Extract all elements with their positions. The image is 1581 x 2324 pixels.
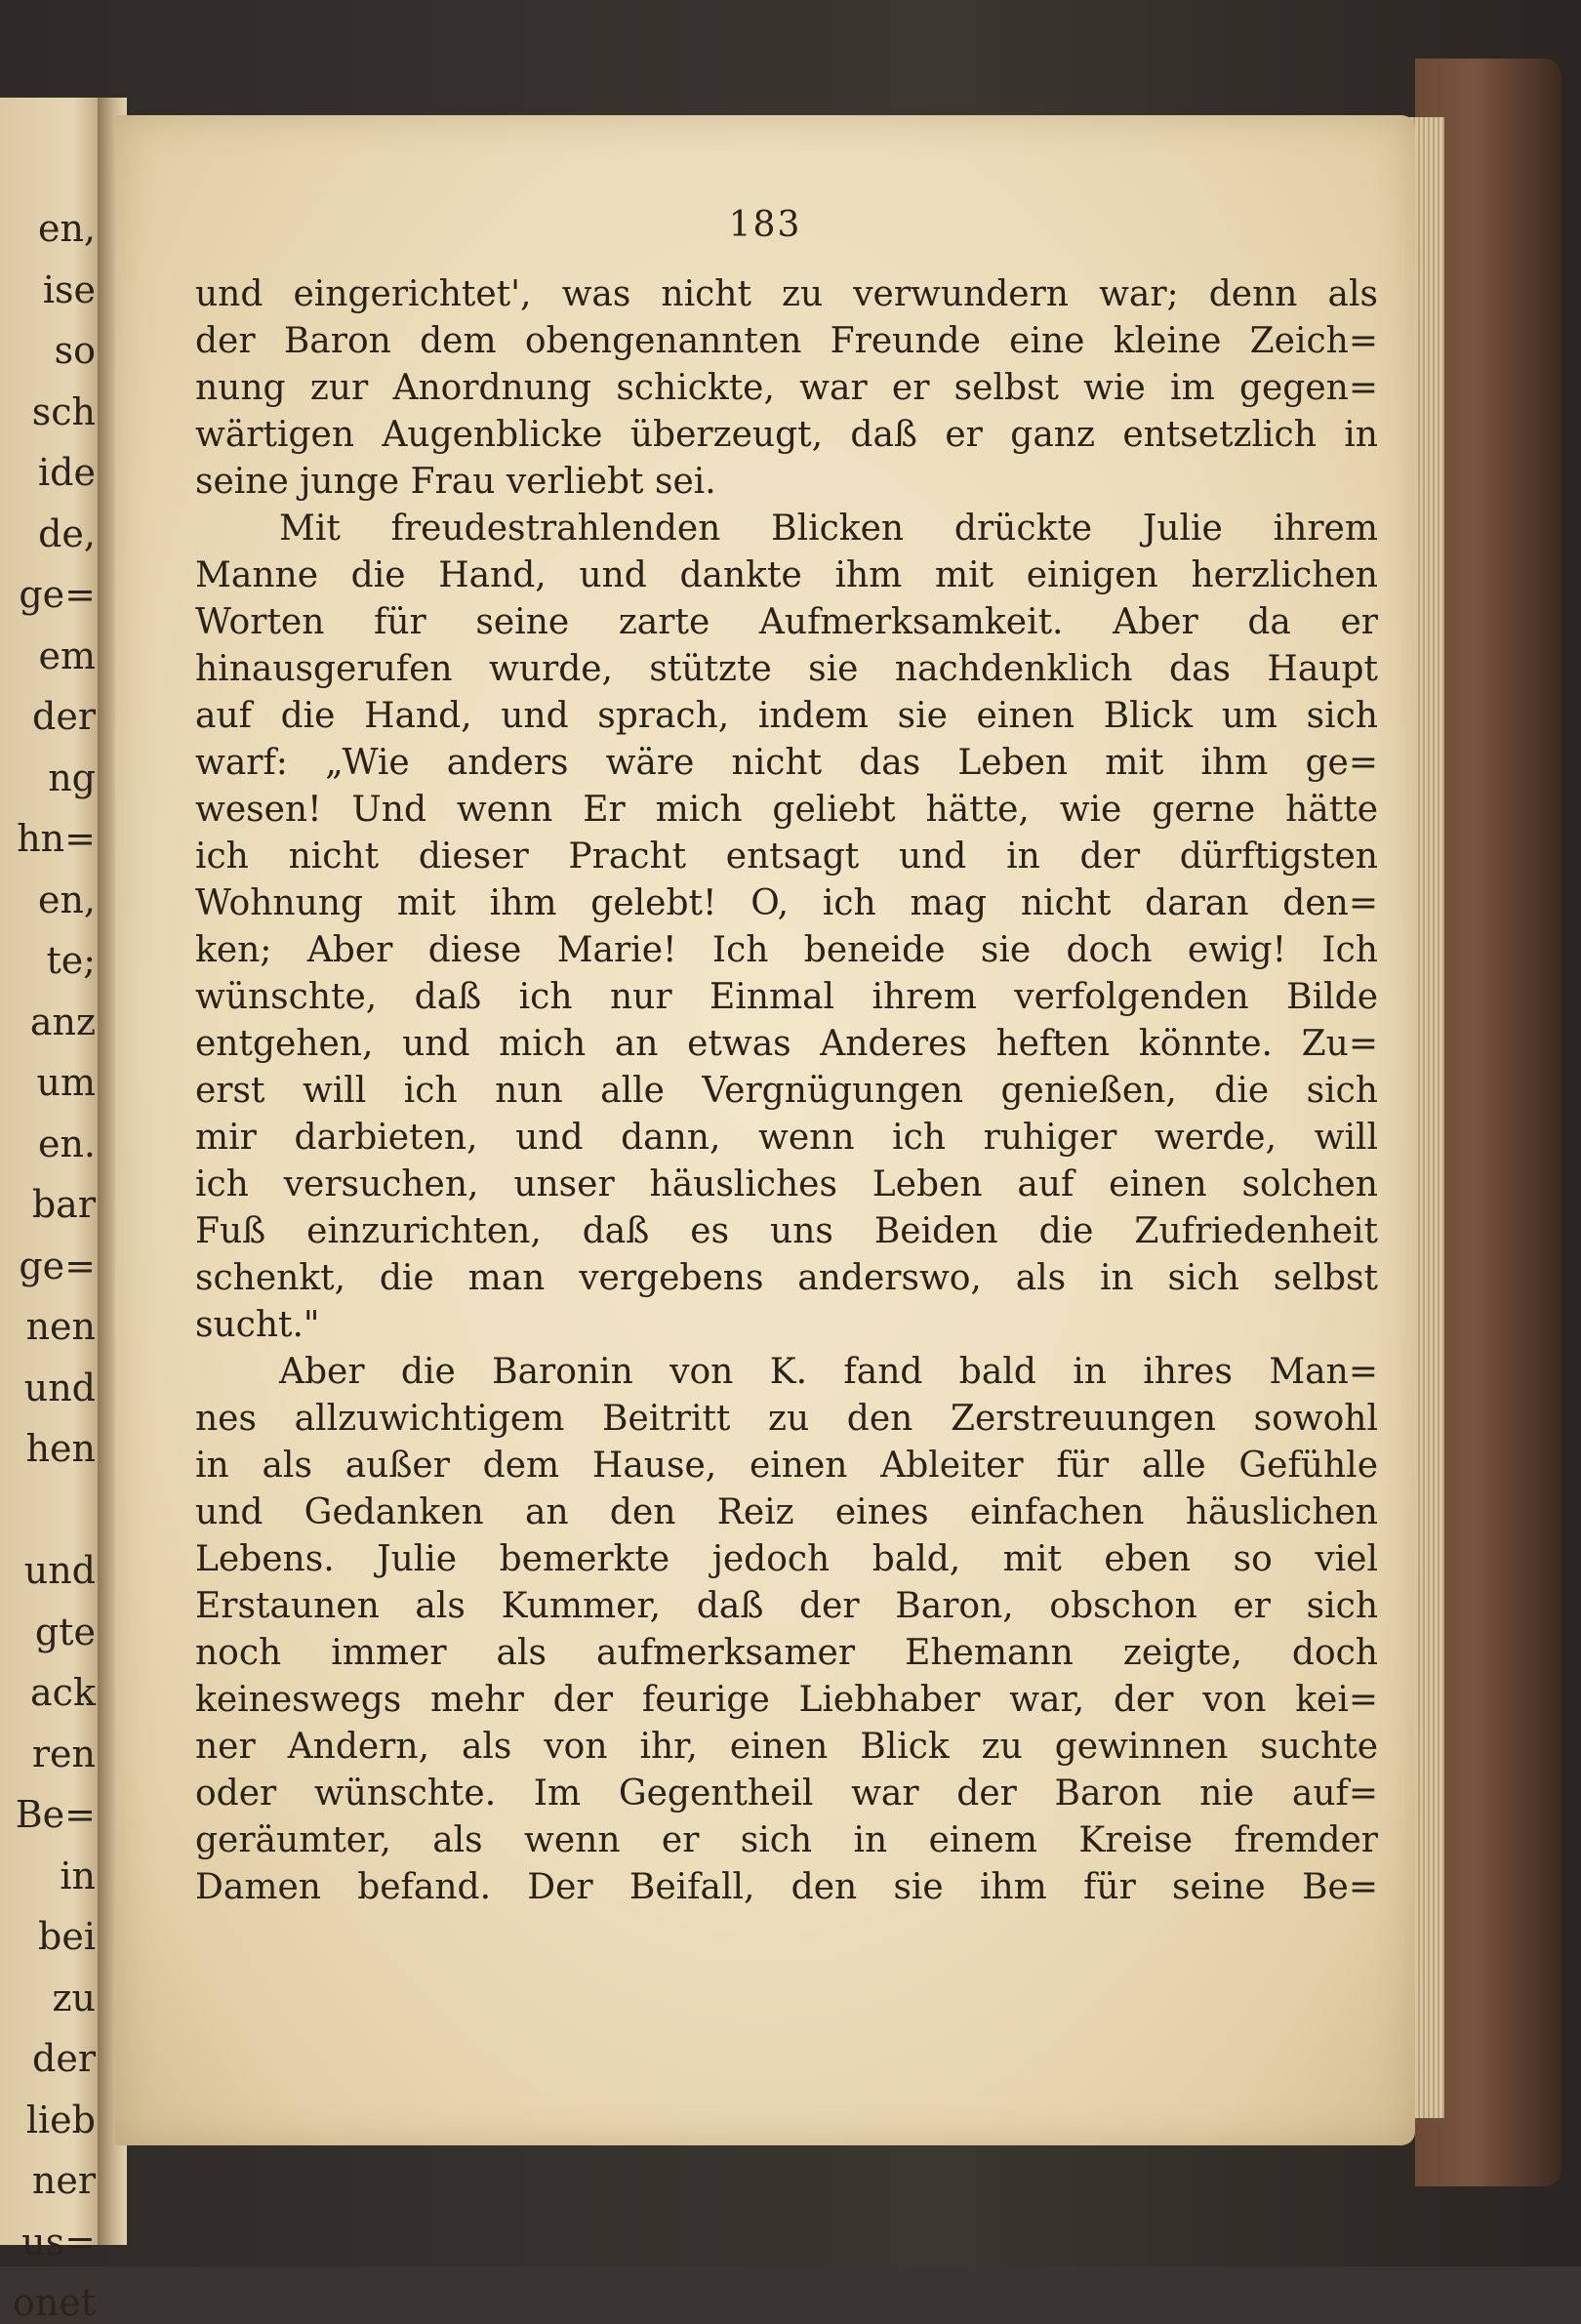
- text-line: entgehen, und mich an etwas Anderes heften könnte. Zu=: [195, 1024, 1378, 1064]
- text-line: und eingerichtet', was nicht zu verwundern war; denn als: [195, 274, 1378, 314]
- left-page-fragment: ide: [38, 451, 96, 494]
- text-line: geräumter, als wenn er sich in einem Kreise fremder: [195, 1820, 1378, 1860]
- left-page-fragment: te;: [46, 939, 96, 982]
- left-page-fragment: der: [32, 2037, 96, 2080]
- left-page-fragment: ng: [48, 755, 96, 799]
- left-page-fragment: ge=: [19, 1244, 96, 1287]
- left-page-fragment: so: [54, 329, 96, 372]
- left-page-fragment: hn=: [17, 817, 96, 860]
- left-page-fragment: und: [23, 1549, 96, 1592]
- text-line: in als außer dem Hause, einen Ableiter für alle Gefühle: [195, 1446, 1378, 1486]
- text-line: Damen befand. Der Beifall, den sie ihm für seine Be=: [195, 1867, 1378, 1907]
- left-page-fragment: nen: [25, 1305, 96, 1348]
- text-line: seine junge Frau verliebt sei.: [195, 462, 716, 502]
- left-page-fragment: der: [32, 695, 96, 738]
- left-page-fragment: en.: [37, 1121, 96, 1165]
- left-page-fragment: en,: [37, 877, 96, 921]
- page-text: [195, 271, 1378, 1911]
- text-line: schenkt, die man vergebens anderswo, als in sich selbst: [195, 1258, 1378, 1298]
- left-page-fragment: in: [60, 1854, 96, 1897]
- text-line: nung zur Anordnung schickte, war er selbst wie im gegen=: [195, 368, 1378, 408]
- left-page-fragment: und: [23, 1366, 96, 1409]
- text-line: wärtigen Augenblicke überzeugt, daß er ganz entsetzlich in: [195, 415, 1378, 455]
- left-page-fragment: Be=: [15, 1793, 96, 1836]
- text-line: ken; Aber diese Marie! Ich beneide sie doch ewig! Ich: [195, 930, 1378, 970]
- left-page-fragment: gte: [34, 1610, 96, 1653]
- text-line: Worten für seine zarte Aufmerksamkeit. Aber da er: [195, 602, 1378, 642]
- book-page: [115, 115, 1415, 2145]
- text-line: keineswegs mehr der feurige Liebhaber war, der von kei=: [195, 1680, 1378, 1720]
- text-line: sucht.": [195, 1305, 320, 1345]
- left-page-fragment: en,: [37, 207, 96, 250]
- text-line: oder wünschte. Im Gegentheil war der Baron nie auf=: [195, 1774, 1378, 1814]
- text-line: Erstaunen als Kummer, daß der Baron, obschon er sich: [195, 1586, 1378, 1626]
- left-page-fragment: em: [38, 633, 96, 677]
- text-line: auf die Hand, und sprach, indem sie einen Blick um sich: [195, 696, 1378, 736]
- left-page-fragment: zu: [52, 1976, 96, 2019]
- left-page-fragment: bei: [38, 1915, 96, 1958]
- left-page-fragment: ner: [31, 2159, 96, 2202]
- text-line: mir darbieten, und dann, wenn ich ruhiger werde, will: [195, 1118, 1378, 1158]
- left-page-fragment: hen: [25, 1427, 96, 1470]
- text-line: hinausgerufen wurde, stützte sie nachdenklich das Haupt: [195, 649, 1378, 689]
- left-page-fragment: bar: [31, 1183, 96, 1226]
- text-line: Wohnung mit ihm gelebt! O, ich mag nicht daran den=: [195, 883, 1378, 923]
- text-line: Aber die Baronin von K. fand bald in ihres Man=: [279, 1352, 1378, 1392]
- left-page-fragment: onet: [12, 2281, 96, 2324]
- left-page-fragment: sch: [31, 389, 96, 433]
- left-page-fragment: de,: [38, 511, 96, 555]
- text-line: der Baron dem obengenannten Freunde eine kleine Zeich=: [195, 321, 1378, 361]
- text-line: Mit freudestrahlenden Blicken drückte Julie ihrem: [279, 509, 1378, 549]
- left-page-fragment: ise: [42, 267, 96, 311]
- page-number: 183: [728, 205, 802, 245]
- left-page-fragment: lieb: [25, 2098, 96, 2141]
- text-line: wesen! Und wenn Er mich geliebt hätte, wie gerne hätte: [195, 790, 1378, 830]
- left-page-fragment: anz: [29, 999, 96, 1043]
- left-page-fragment: ack: [30, 1671, 96, 1714]
- text-line: und Gedanken an den Reiz eines einfachen häuslichen: [195, 1492, 1378, 1532]
- text-line: ich nicht dieser Pracht entsagt und in der dürftigsten: [195, 836, 1378, 877]
- text-line: erst will ich nun alle Vergnügungen genießen, die sich: [195, 1071, 1378, 1111]
- text-line: ich versuchen, unser häusliches Leben auf einen solchen: [195, 1164, 1378, 1204]
- text-line: Lebens. Julie bemerkte jedoch bald, mit eben so viel: [195, 1539, 1378, 1579]
- left-page-fragment: ge=: [19, 573, 96, 616]
- left-page-edge: [0, 98, 105, 2324]
- left-page-fragment: um: [36, 1061, 96, 1104]
- left-page-fragment: ren: [31, 1732, 96, 1775]
- text-line: wünschte, daß ich nur Einmal ihrem verfolgenden Bilde: [195, 977, 1378, 1017]
- text-line: warf: „Wie anders wäre nicht das Leben mit ihm ge=: [195, 743, 1378, 783]
- text-line: Fuß einzurichten, daß es uns Beiden die Zufriedenheit: [195, 1211, 1378, 1251]
- text-line: Manne die Hand, und dankte ihm mit einigen herzlichen: [195, 555, 1378, 595]
- left-page-fragment: us=: [21, 2220, 96, 2263]
- text-line: ner Andern, als von ihr, einen Blick zu gewinnen suchte: [195, 1727, 1378, 1767]
- text-line: nes allzuwichtigem Beitritt zu den Zerstreuungen sowohl: [195, 1399, 1378, 1439]
- text-line: noch immer als aufmerksamer Ehemann zeigte, doch: [195, 1633, 1378, 1673]
